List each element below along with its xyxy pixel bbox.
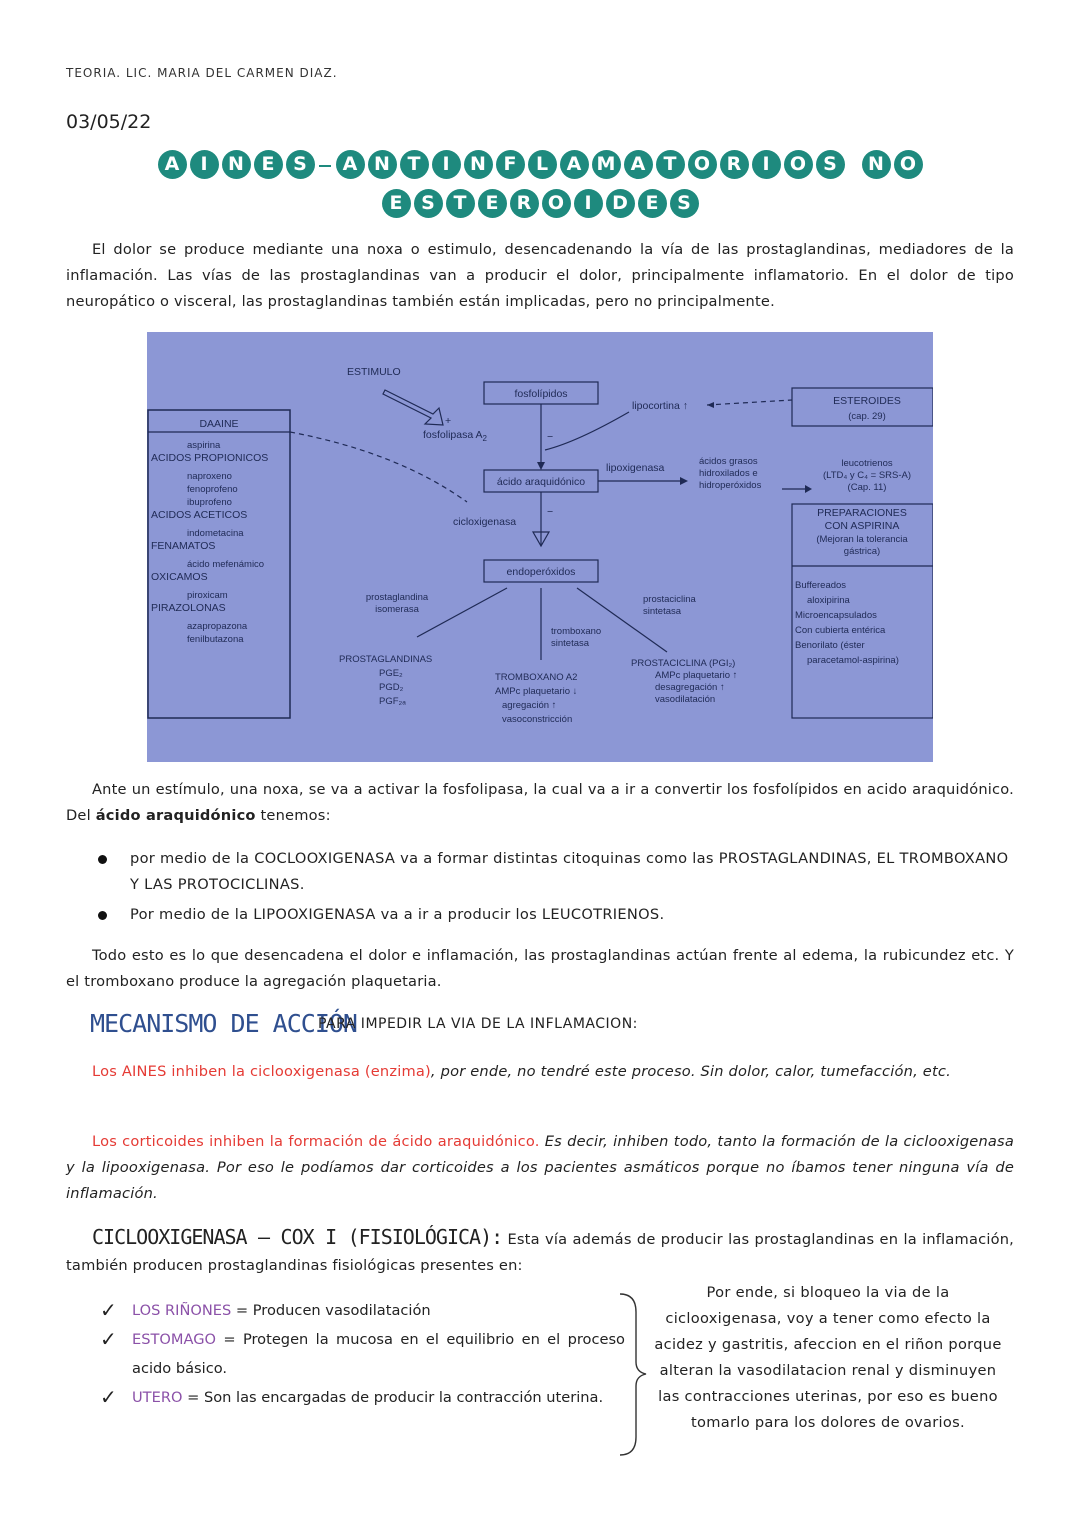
page-title-line1 [0, 150, 1080, 179]
teacher-header: TEORIA. LIC. MARIA DEL CARMEN DIAZ. [66, 66, 338, 80]
preparaciones-title: PREPARACIONES [817, 507, 907, 519]
prostaciclina-text: AMPc plaquetario ↑ [655, 670, 738, 681]
prostaciclina-sintetasa-text: sintetasa [643, 606, 682, 617]
minus-sign-1: − [547, 431, 554, 443]
title-letter: N [368, 150, 397, 179]
paragraph-2 [66, 777, 1014, 829]
preparaciones-sub: (Mejoran la tolerancia [816, 534, 908, 545]
title-letter: A [560, 150, 589, 179]
leucotrienos-text: (LTD₄ y C₄ = SRS-A) [822, 470, 912, 481]
check-icon: ✓ [100, 1327, 117, 1351]
tromboxano-text: TROMBOXANO A2 [495, 672, 578, 683]
prostaciclina-sintetasa-text: prostaciclina [643, 594, 696, 605]
cox1-title: CICLOOXIGENASA – COX I (FISIOLÓGICA): [92, 1225, 503, 1249]
lipocortina-label: lipocortina ↑ [632, 400, 689, 412]
preparaciones-item: Buffereados [795, 580, 847, 591]
acidos-grasos-text: hidroperóxidos [699, 480, 762, 491]
daaine-item: azapropazona [187, 621, 248, 632]
preparaciones-item: Microencapsulados [795, 610, 877, 621]
date: 03/05/22 [66, 111, 152, 133]
tromboxano-text: agregación ↑ [502, 700, 557, 711]
daaine-item: FENAMATOS [151, 540, 216, 552]
title-letter: N [464, 150, 493, 179]
prostaciclina-text: desagregación ↑ [655, 682, 725, 693]
acido-araquidonico-box: ácido araquidónico [496, 476, 586, 488]
lipoxigenasa-label: lipoxigenasa [606, 462, 665, 474]
daaine-item: piroxicam [187, 590, 228, 601]
title-letter: S [816, 150, 845, 179]
title-letter: O [894, 150, 923, 179]
title-letter: A [336, 150, 365, 179]
title-letter: I [190, 150, 219, 179]
check-icon: ✓ [100, 1385, 117, 1409]
daaine-item: ACIDOS ACETICOS [151, 509, 248, 521]
paragraph-3 [66, 943, 1014, 995]
esteroides-label: ESTEROIDES [833, 395, 901, 407]
title-letter: L [528, 150, 557, 179]
tromboxano-sintetasa-text: tromboxano [551, 626, 602, 637]
diagram-svg [147, 332, 933, 762]
tromboxano-sintetasa-text: sintetasa [551, 638, 590, 649]
daaine-item: fenoprofeno [187, 484, 238, 495]
prostaglandinas-text: PGF₂ₐ [379, 696, 406, 707]
check-icon: ✓ [100, 1298, 117, 1322]
title-letter: F [496, 150, 525, 179]
daaine-item: aspirina [187, 440, 221, 451]
title-letter: O [542, 189, 571, 218]
title-letter: I [432, 150, 461, 179]
paragraph-3-text: Todo esto es lo que desencadena el dolor e inflamación, las prostaglandinas actúan frente al edema, la rubicundez etc. Y el tromboxano produce la agregación plaquetaria. [66, 947, 1014, 990]
title-letter: T [656, 150, 685, 179]
plus-sign: + [445, 415, 452, 427]
preparaciones-item: paracetamol-aspirina) [807, 655, 899, 666]
title-letter: I [574, 189, 603, 218]
title-letter: M [592, 150, 621, 179]
endoperoxidos-box: endoperóxidos [506, 566, 576, 578]
list-item: ✓ UTERO = Son las encargadas de producir la contracción uterina. [100, 1383, 625, 1412]
daaine-item: fenilbutazona [187, 634, 244, 645]
title-letter: S [670, 189, 699, 218]
prostaglandinas-text: PGE₂ [379, 668, 403, 679]
list-item: Por medio de la LIPOOXIGENASA va a ir a producir los LEUCOTRIENOS. [94, 902, 1014, 928]
title-letter: E [638, 189, 667, 218]
title-letter: E [382, 189, 411, 218]
title-letter: D [606, 189, 635, 218]
estimulo-label: ESTIMULO [347, 366, 401, 378]
prostaciclina-text: vasodilatación [655, 694, 716, 705]
preparaciones-item: aloxipirina [807, 595, 850, 606]
aines-paragraph: Los AINES inhiben la ciclooxigenasa (enzima), por ende, no tendré este proceso. Sin dolor, calor, tumefacción, etc. [92, 1063, 951, 1080]
side-note: Por ende, si bloqueo la via de la ciclooxigenasa, voy a tener como efecto la acidez y gastritis, afeccion en el riñon porque alteran la vasodilatacion renal y disminuyen las contracciones uterinas, por eso es bueno tomarlo para los dolores de ovarios. [654, 1284, 1002, 1431]
daaine-item: ACIDOS PROPIONICOS [151, 452, 269, 464]
corticoides-red-text: Los corticoides inhiben la formación de ácido araquidónico. [92, 1133, 540, 1150]
list-item: por medio de la COCLOOXIGENASA va a formar distintas citoquinas como las PROSTAGLANDINAS, EL TROMBOXANO Y LAS PROTOCICLINAS. [94, 846, 1014, 898]
fosfolipidos-box: fosfolípidos [514, 388, 568, 400]
cicloxigenasa-label: cicloxigenasa [453, 516, 517, 528]
mecanismo-title: MECANISMO DE ACCIÓN [90, 1009, 357, 1038]
cap29-label: (cap. 29) [848, 411, 886, 422]
daaine-item: OXICAMOS [151, 571, 208, 583]
bold-acido: ácido araquidónico [95, 807, 256, 824]
bullet-list [94, 846, 1014, 932]
daaine-item: ácido mefenámico [187, 559, 265, 570]
arachidonic-pathway-diagram [147, 332, 933, 762]
prostaglandinas-text: PROSTAGLANDINAS [339, 654, 433, 665]
title-letter: T [446, 189, 475, 218]
title-letter: A [624, 150, 653, 179]
acidos-grasos-text: hidroxilados e [699, 468, 758, 479]
tromboxano-text: AMPc plaquetario ↓ [495, 686, 578, 697]
title-letter: I [752, 150, 781, 179]
title-letter: E [478, 189, 507, 218]
title-letter: O [688, 150, 717, 179]
preparaciones-item: Benorilato (éster [795, 640, 865, 651]
aines-red-text: Los AINES inhiben la ciclooxigenasa (enzima) [92, 1063, 431, 1080]
daaine-item: ibuprofeno [187, 497, 232, 508]
corticoides-paragraph: Los corticoides inhiben la formación de ácido araquidónico. Es decir, inhiben todo, tanto la formación de la ciclooxigenasa y la lipooxigenasa. Por eso le podíamos dar corticoides a los pacientes asmáticos porque no íbamos tener ninguna vía de inflamación. [66, 1133, 1015, 1202]
list-item: ✓ ESTOMAGO = Protegen la mucosa en el equilibrio en el proceso acido básico. [100, 1327, 625, 1377]
intro-paragraph [66, 237, 1014, 315]
list-item: ✓ LOS RIÑONES = Producen vasodilatación [100, 1296, 625, 1325]
title-letter: T [400, 150, 429, 179]
leucotrienos-text: leucotrienos [841, 458, 893, 469]
title-letter: R [720, 150, 749, 179]
pg-isomerasa-text: isomerasa [375, 604, 419, 615]
title-letter: O [784, 150, 813, 179]
paragraph-2-text: Ante un estímulo, una noxa, se va a activar la fosfolipasa, la cual va a ir a convertir los fosfolípidos en acido araquidónico. Del ácido araquidónico tenemos: [66, 781, 1014, 824]
daaine-title: DAAINE [199, 418, 239, 430]
intro-text: El dolor se produce mediante una noxa o estimulo, desencadenando la vía de las prostaglandinas, mediadores de la inflamación. Las vías de las prostaglandinas van a producir el dolor, principalmente inflamatorio. En el dolor de tipo neuropático o visceral, las prostaglandinas también están implicadas, pero no principalmente. [66, 241, 1014, 310]
daaine-item: PIRAZOLONAS [151, 602, 226, 614]
fosfolipasa-label: fosfolipasa $A_2$ [423, 429, 487, 443]
daaine-item: indometacina [187, 528, 244, 539]
preparaciones-item: Con cubierta entérica [795, 625, 886, 636]
cox1-paragraph: CICLOOXIGENASA – COX I (FISIOLÓGICA): Esta vía además de producir las prostaglandinas en la inflamación, también producen prostaglandinas fisiológicas presentes en: [66, 1225, 1014, 1274]
acidos-grasos-text: ácidos grasos [699, 456, 758, 467]
pg-isomerasa-text: prostaglandina [365, 592, 429, 603]
title-letter: N [862, 150, 891, 179]
minus-sign-2: − [547, 506, 554, 518]
preparaciones-sub: gástrica) [843, 546, 881, 557]
preparaciones-title: CON ASPIRINA [824, 520, 900, 532]
prostaciclina-text: PROSTACICLINA (PGI₂) [631, 658, 736, 669]
title-letter: E [254, 150, 283, 179]
title-letter: A [158, 150, 187, 179]
title-letter: S [414, 189, 443, 218]
prostaglandinas-text: PGD₂ [379, 682, 404, 693]
title-letter: N [222, 150, 251, 179]
leucotrienos-text: (Cap. 11) [847, 482, 887, 493]
tromboxano-text: vasoconstricción [502, 714, 573, 725]
title-letter: R [510, 189, 539, 218]
daaine-item: naproxeno [187, 471, 232, 482]
mecanismo-subtitle: PARA IMPEDIR LA VIA DE LA INFLAMACION: [318, 1016, 638, 1032]
title-letter: S [286, 150, 315, 179]
organ-list [100, 1296, 625, 1412]
page-title-line2 [0, 189, 1080, 218]
curly-brace-icon [618, 1292, 648, 1457]
title-dash [319, 165, 331, 167]
